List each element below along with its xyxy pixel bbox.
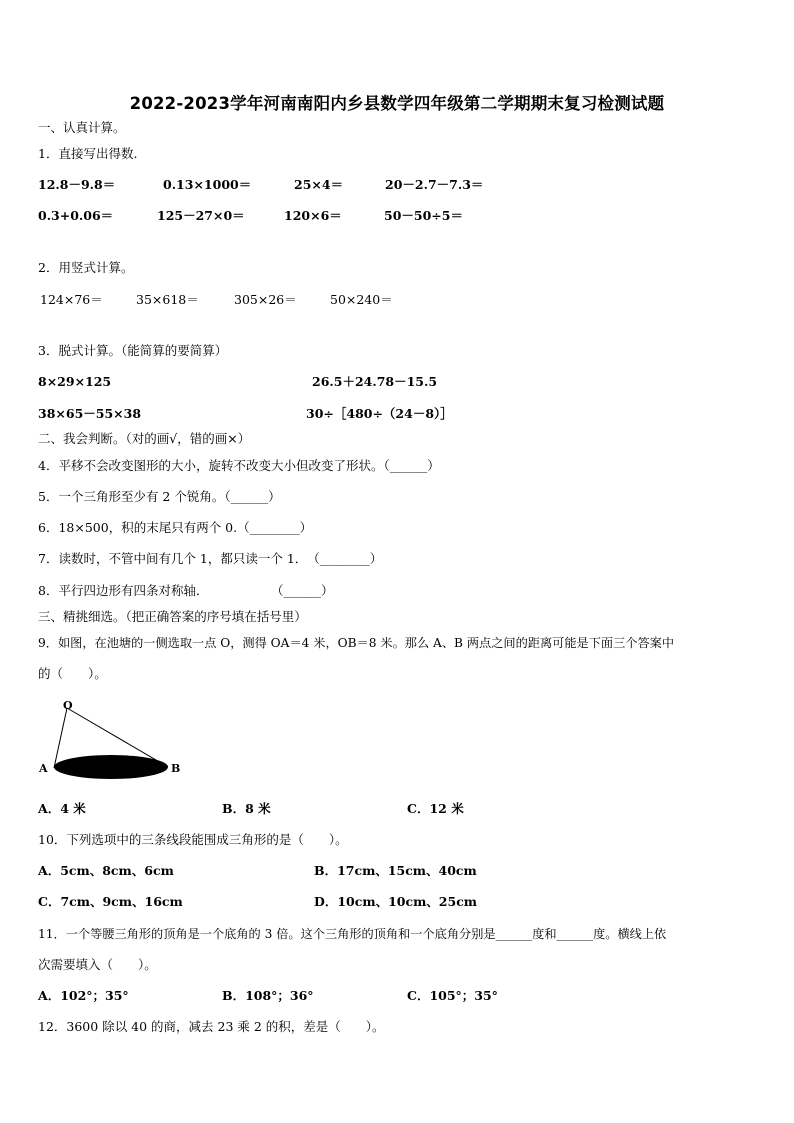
- option-item: B．108°；36°: [222, 988, 314, 1003]
- judgement-item: 5．一个三角形至少有 2 个锐角。（______）: [38, 489, 281, 504]
- mental-math-item: 0.13×1000＝: [163, 177, 252, 192]
- point-label-a: A: [39, 762, 48, 775]
- question-11-text-cont: 次需要填入（ ）。: [38, 957, 157, 972]
- judgement-item: 4．平移不会改变图形的大小，旋转不改变大小但改变了形状。（______）: [38, 458, 440, 473]
- mental-math-item: 20－2.7－7.3＝: [385, 177, 484, 192]
- mental-math-item: 0.3+0.06＝: [38, 208, 114, 223]
- question-9-text-cont: 的（ ）。: [38, 666, 107, 681]
- option-item: B．17cm、15cm、40cm: [314, 863, 477, 878]
- mental-math-item: 120×6＝: [284, 208, 342, 223]
- option-item: C．7cm、9cm、16cm: [38, 894, 183, 909]
- option-item: C．105°；35°: [407, 988, 498, 1003]
- question-10-text: 10．下列选项中的三条线段能围成三角形的是（ ）。: [38, 832, 348, 847]
- vertical-calc-item: 35×618＝: [136, 292, 199, 307]
- vertical-calc-item: 124×76＝: [40, 292, 103, 307]
- step-calc-item: 38×65－55×38: [38, 406, 142, 421]
- option-item: B．8 米: [222, 801, 271, 816]
- mental-math-item: 25×4＝: [294, 177, 344, 192]
- section-heading-choice: 三、精挑细选。（把正确答案的序号填在括号里）: [38, 609, 307, 624]
- question-11-text: 11．一个等腰三角形的顶角是一个底角的 3 倍。这个三角形的顶角和一个底角分别是______度和______度。横线上依: [38, 927, 667, 941]
- option-item: A．4 米: [38, 801, 86, 816]
- vertical-calc-item: 50×240＝: [330, 292, 393, 307]
- question-9-text: 9．如图，在池塘的一侧选取一点 O，测得 OA＝4 米，OB＝8 米。那么 A、B 两点之间的距离可能是下面三个答案中: [38, 636, 675, 650]
- option-item: A．102°；35°: [38, 988, 129, 1003]
- mental-math-item: 125－27×0＝: [157, 208, 245, 223]
- point-label-o: O: [63, 699, 73, 712]
- question-12-text: 12．3600 除以 40 的商，减去 23 乘 2 的积，差是（ ）。: [38, 1019, 385, 1034]
- mental-math-item: 12.8－9.8＝: [38, 177, 116, 192]
- pond-ellipse: [54, 755, 168, 779]
- option-item: A．5cm、8cm、6cm: [38, 863, 174, 878]
- question-2-label: 2．用竖式计算。: [38, 260, 134, 275]
- question-3-label: 3．脱式计算。（能简算的要简算）: [38, 343, 228, 358]
- judgement-item: 7．读数时，不管中间有几个 1，都只读一个 1． （________）: [38, 551, 383, 566]
- question-1-label: 1．直接写出得数.: [38, 146, 138, 161]
- point-label-b: B: [171, 762, 181, 775]
- page-title: 2022-2023学年河南南阳内乡县数学四年级第二学期期末复习检测试题: [129, 94, 665, 113]
- judgement-item: 8．平行四边形有四条对称轴． （______）: [38, 583, 334, 598]
- section-heading-calculation: 一、认真计算。: [38, 120, 126, 135]
- judgement-item: 6．18×500，积的末尾只有两个 0.（________）: [38, 520, 313, 535]
- mental-math-item: 50－50÷5＝: [384, 208, 463, 223]
- segment-oa: [54, 708, 67, 768]
- option-item: D．10cm、10cm、25cm: [314, 894, 478, 909]
- section-heading-judgement: 二、我会判断。（对的画√，错的画×）: [38, 431, 251, 446]
- option-item: C．12 米: [407, 801, 464, 816]
- step-calc-item: 26.5＋24.78－15.5: [312, 374, 438, 389]
- step-calc-item: 8×29×125: [38, 374, 112, 389]
- step-calc-item: 30÷［480÷（24－8）］: [306, 406, 453, 421]
- vertical-calc-item: 305×26＝: [234, 292, 297, 307]
